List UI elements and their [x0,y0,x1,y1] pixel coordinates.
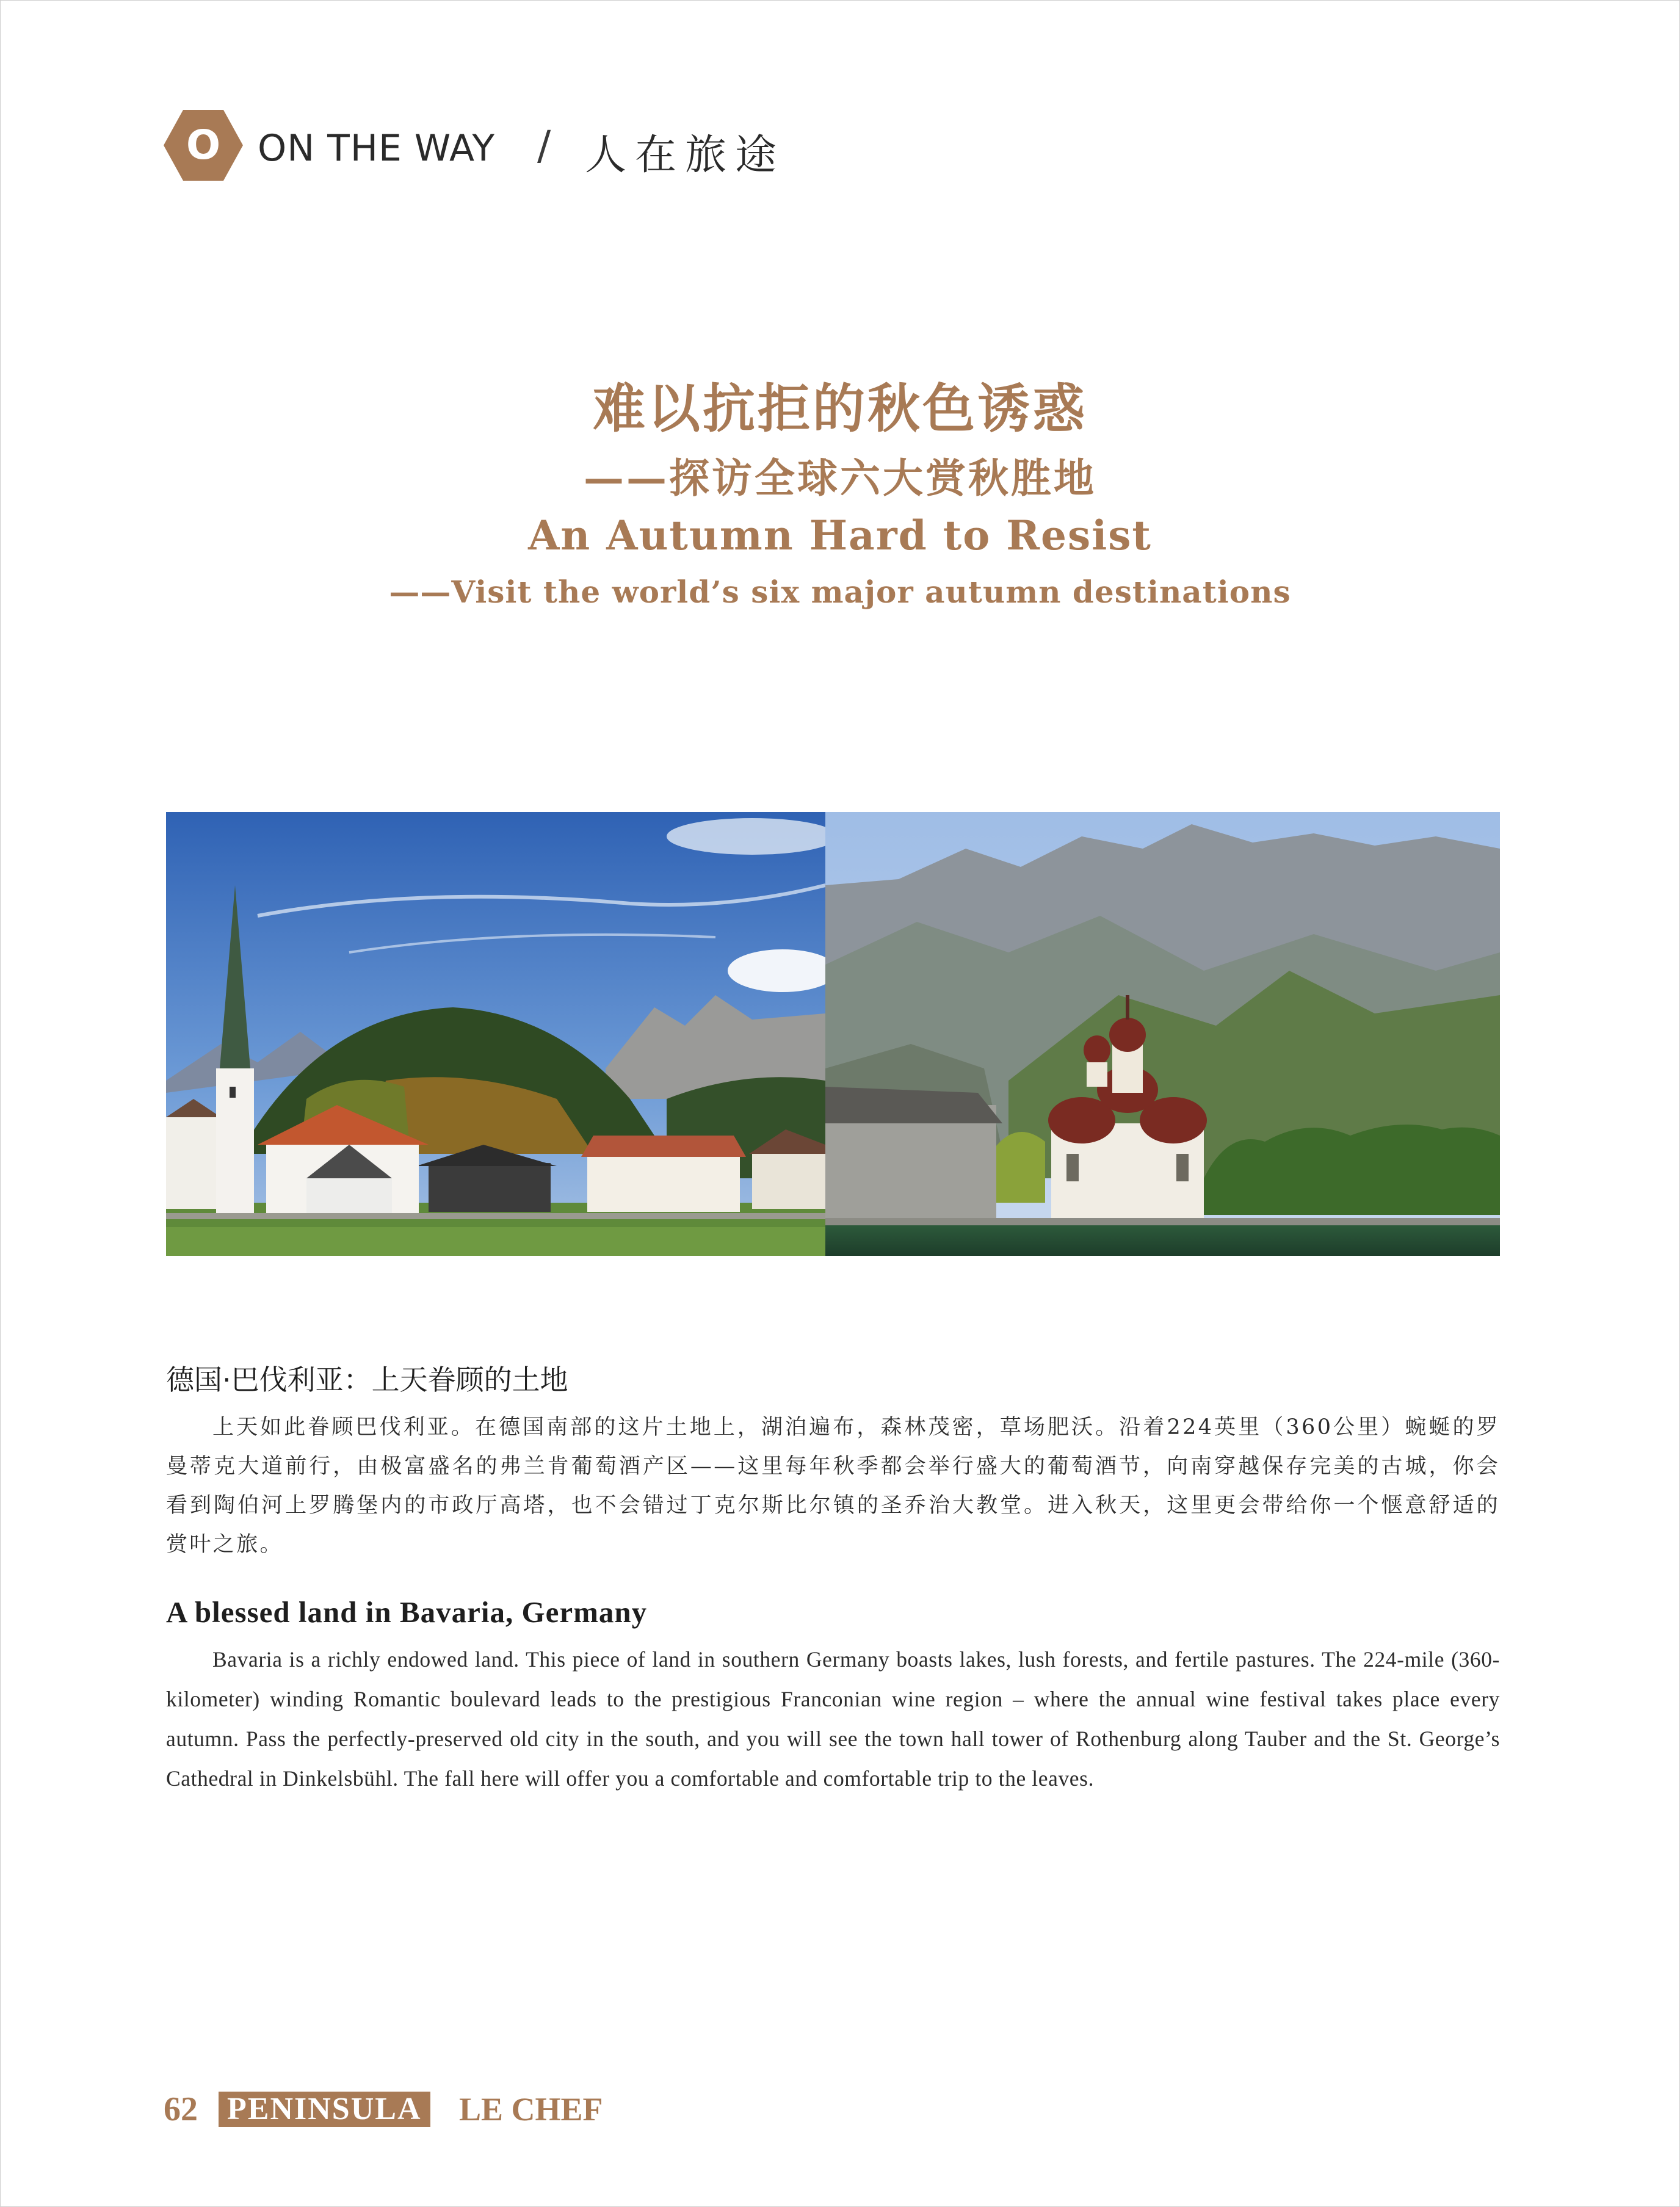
paragraph-zh: 上天如此眷顾巴伐利亚。在德国南部的这片土地上，湖泊遍布，森林茂密，草场肥沃。沿着224英里（360公里）蜿蜒的罗曼蒂克大道前行，由极富盛名的弗兰肯葡萄酒产区——这里每年秋季都会举行盛大的葡萄酒节，向南穿越保存完美的古城，你会看到陶伯河上罗腾堡内的市政厅高塔，也不会错过丁克尔斯比尔镇的圣乔治大教堂。进入秋天，这里更会带给你一个惬意舒适的赏叶之旅。 [166,1415,1500,1557]
photo-bavarian-village [166,812,825,1256]
bavarian-village-church-photo-icon [166,812,825,1256]
article-subtitle-zh: ——探访全球六大赏秋胜地 [584,454,1096,502]
magazine-subtitle: LE CHEF [459,2091,603,2128]
logo-letter: O [186,121,221,169]
section-heading-zh: 德国·巴伐利亚：上天眷顾的土地 [166,1363,568,1396]
lakeside-chapel-mountains-photo-icon [825,812,1500,1256]
page-footer [164,2090,652,2128]
article-title-en: An Autumn Hard to Resist [528,512,1152,559]
article-subtitle-en: ——Visit the world’s six major autumn destinations [389,574,1291,610]
page-number: 62 [164,2090,198,2128]
hexagon-logo-icon [164,109,243,182]
section-separator: / [537,122,551,169]
section-heading-en: A blessed land in Bavaria, Germany [166,1595,648,1629]
section-title-zh: 人在旅途 [585,131,786,179]
article-title-zh: 难以抗拒的秋色诱惑 [593,378,1087,440]
photo-lakeside-chapel [825,812,1500,1256]
section-header [164,109,896,182]
magazine-name: PENINSULA [219,2092,430,2127]
section-title-en: ON THE WAY [258,127,496,170]
paragraph-en: Bavaria is a richly endowed land. This piece of land in southern Germany boasts lakes, lush forests, and fertile pastures. The 224-mile (360-kilometer) winding Romantic boulevard leads to the prestigious Franconian wine region – where the annual wine festival takes place every autumn. Pass the perfectly-preserved old city in the south, and you will see the town hall tower of Rothenburg along Tauber and the St. George’s Cathedral in Dinkelsbühl. The fall here will offer you a comfortable and comfortable trip to the leaves. [166,1647,1500,1791]
